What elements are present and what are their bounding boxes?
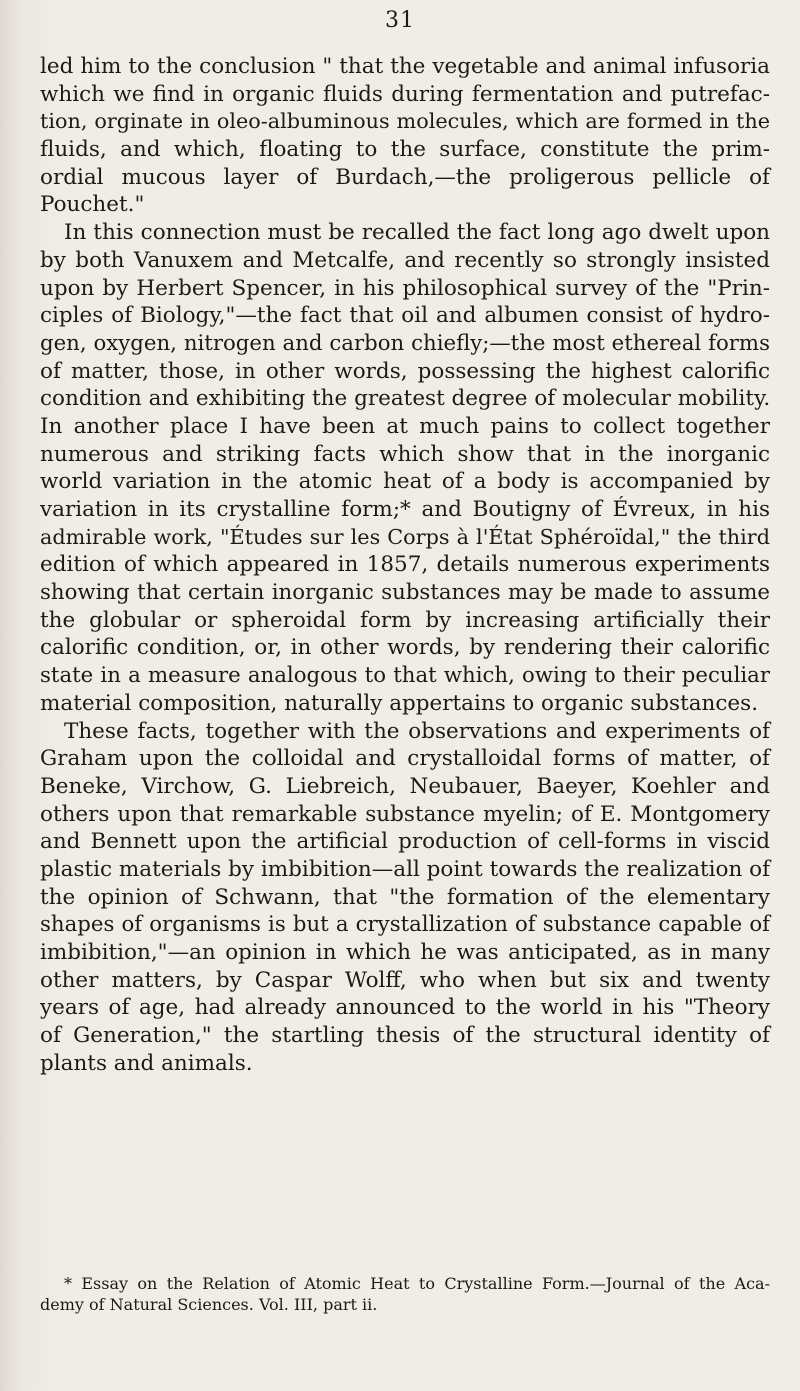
text-line: by both Vanuxem and Metcalfe, and recently so strongly insisted (40, 247, 770, 273)
text-line: shapes of organisms is but a crystallization of substance capable of (40, 912, 770, 938)
text-line: Pouchet." (40, 192, 145, 218)
text-line: the globular or spheroidal form by increasing artificially their (40, 607, 770, 633)
text-line: and Bennett upon the artificial production of cell-forms in viscid (40, 829, 770, 855)
text-line: ciples of Biology,"—the fact that oil and albumen consist of hydro- (40, 303, 770, 329)
text-line: Beneke, Virchow, G. Liebreich, Neubauer, Baeyer, Koehler and (40, 773, 770, 799)
footnote-line: demy of Natural Sciences. Vol. III, part ii. (40, 1295, 378, 1314)
text-line: the opinion of Schwann, that "the formation of the elementary (40, 884, 770, 910)
text-line: which we find in organic fluids during fermentation and putrefac- (40, 81, 770, 107)
footnote (40, 1273, 770, 1315)
text-line: fluids, and which, floating to the surface, constitute the prim- (40, 137, 770, 163)
text-line: edition of which appeared in 1857, details numerous experiments (40, 552, 770, 578)
text-line: other matters, by Caspar Wolff, who when but six and twenty (40, 967, 770, 993)
text-line: admirable work, "Études sur les Corps à l'État Sphéroïdal," the third (40, 524, 770, 549)
text-line: plastic materials by imbibition—all point towards the realization of (40, 856, 771, 882)
text-line: In this connection must be recalled the fact long ago dwelt upon (64, 220, 770, 246)
text-line: of matter, those, in other words, possessing the highest calorific (40, 358, 770, 384)
text-line: others upon that remarkable substance myelin; of E. Montgomery (40, 801, 770, 827)
text-line: material composition, naturally appertains to organic substances. (40, 690, 759, 716)
text-line: tion, orginate in oleo-albuminous molecules, which are formed in the (40, 109, 770, 134)
text-line: Graham upon the colloidal and crystalloidal forms of matter, of (40, 746, 770, 772)
text-line: world variation in the atomic heat of a body is accompanied by (40, 469, 770, 495)
text-line: These facts, together with the observations and experiments of (64, 718, 770, 744)
text-line: years of age, had already announced to the world in his "Theory (40, 995, 770, 1021)
text-line: numerous and striking facts which show that in the inorganic (40, 441, 770, 467)
text-line: ordial mucous layer of Burdach,—the proligerous pellicle of (40, 164, 770, 190)
text-line: gen, oxygen, nitrogen and carbon chiefly;—the most ethereal forms (40, 330, 770, 356)
text-line: led him to the conclusion " that the vegetable and animal infusoria (40, 54, 770, 79)
text-line: condition and exhibiting the greatest degree of molecular mobility. (40, 386, 771, 412)
text-line: state in a measure analogous to that which, owing to their peculiar (40, 663, 770, 689)
footnote-line: * Essay on the Relation of Atomic Heat to Crystalline Form.—Journal of the Aca- (64, 1274, 770, 1293)
text-line: of Generation," the startling thesis of the structural identity of (40, 1023, 770, 1049)
text-line: imbibition,"—an opinion in which he was anticipated, as in many (40, 940, 770, 965)
text-line: calorific condition, or, in other words, by rendering their calorific (40, 635, 770, 661)
text-line: showing that certain inorganic substances may be made to assume (40, 580, 770, 606)
text-line: plants and animals. (40, 1050, 253, 1076)
text-line: In another place I have been at much pains to collect together (40, 413, 770, 439)
page-number: 31 (385, 8, 415, 33)
text-line: upon by Herbert Spencer, in his philosophical survey of the "Prin- (40, 275, 770, 301)
text-line: variation in its crystalline form;* and Boutigny of Évreux, in his (40, 497, 770, 522)
body-text (40, 53, 770, 1077)
